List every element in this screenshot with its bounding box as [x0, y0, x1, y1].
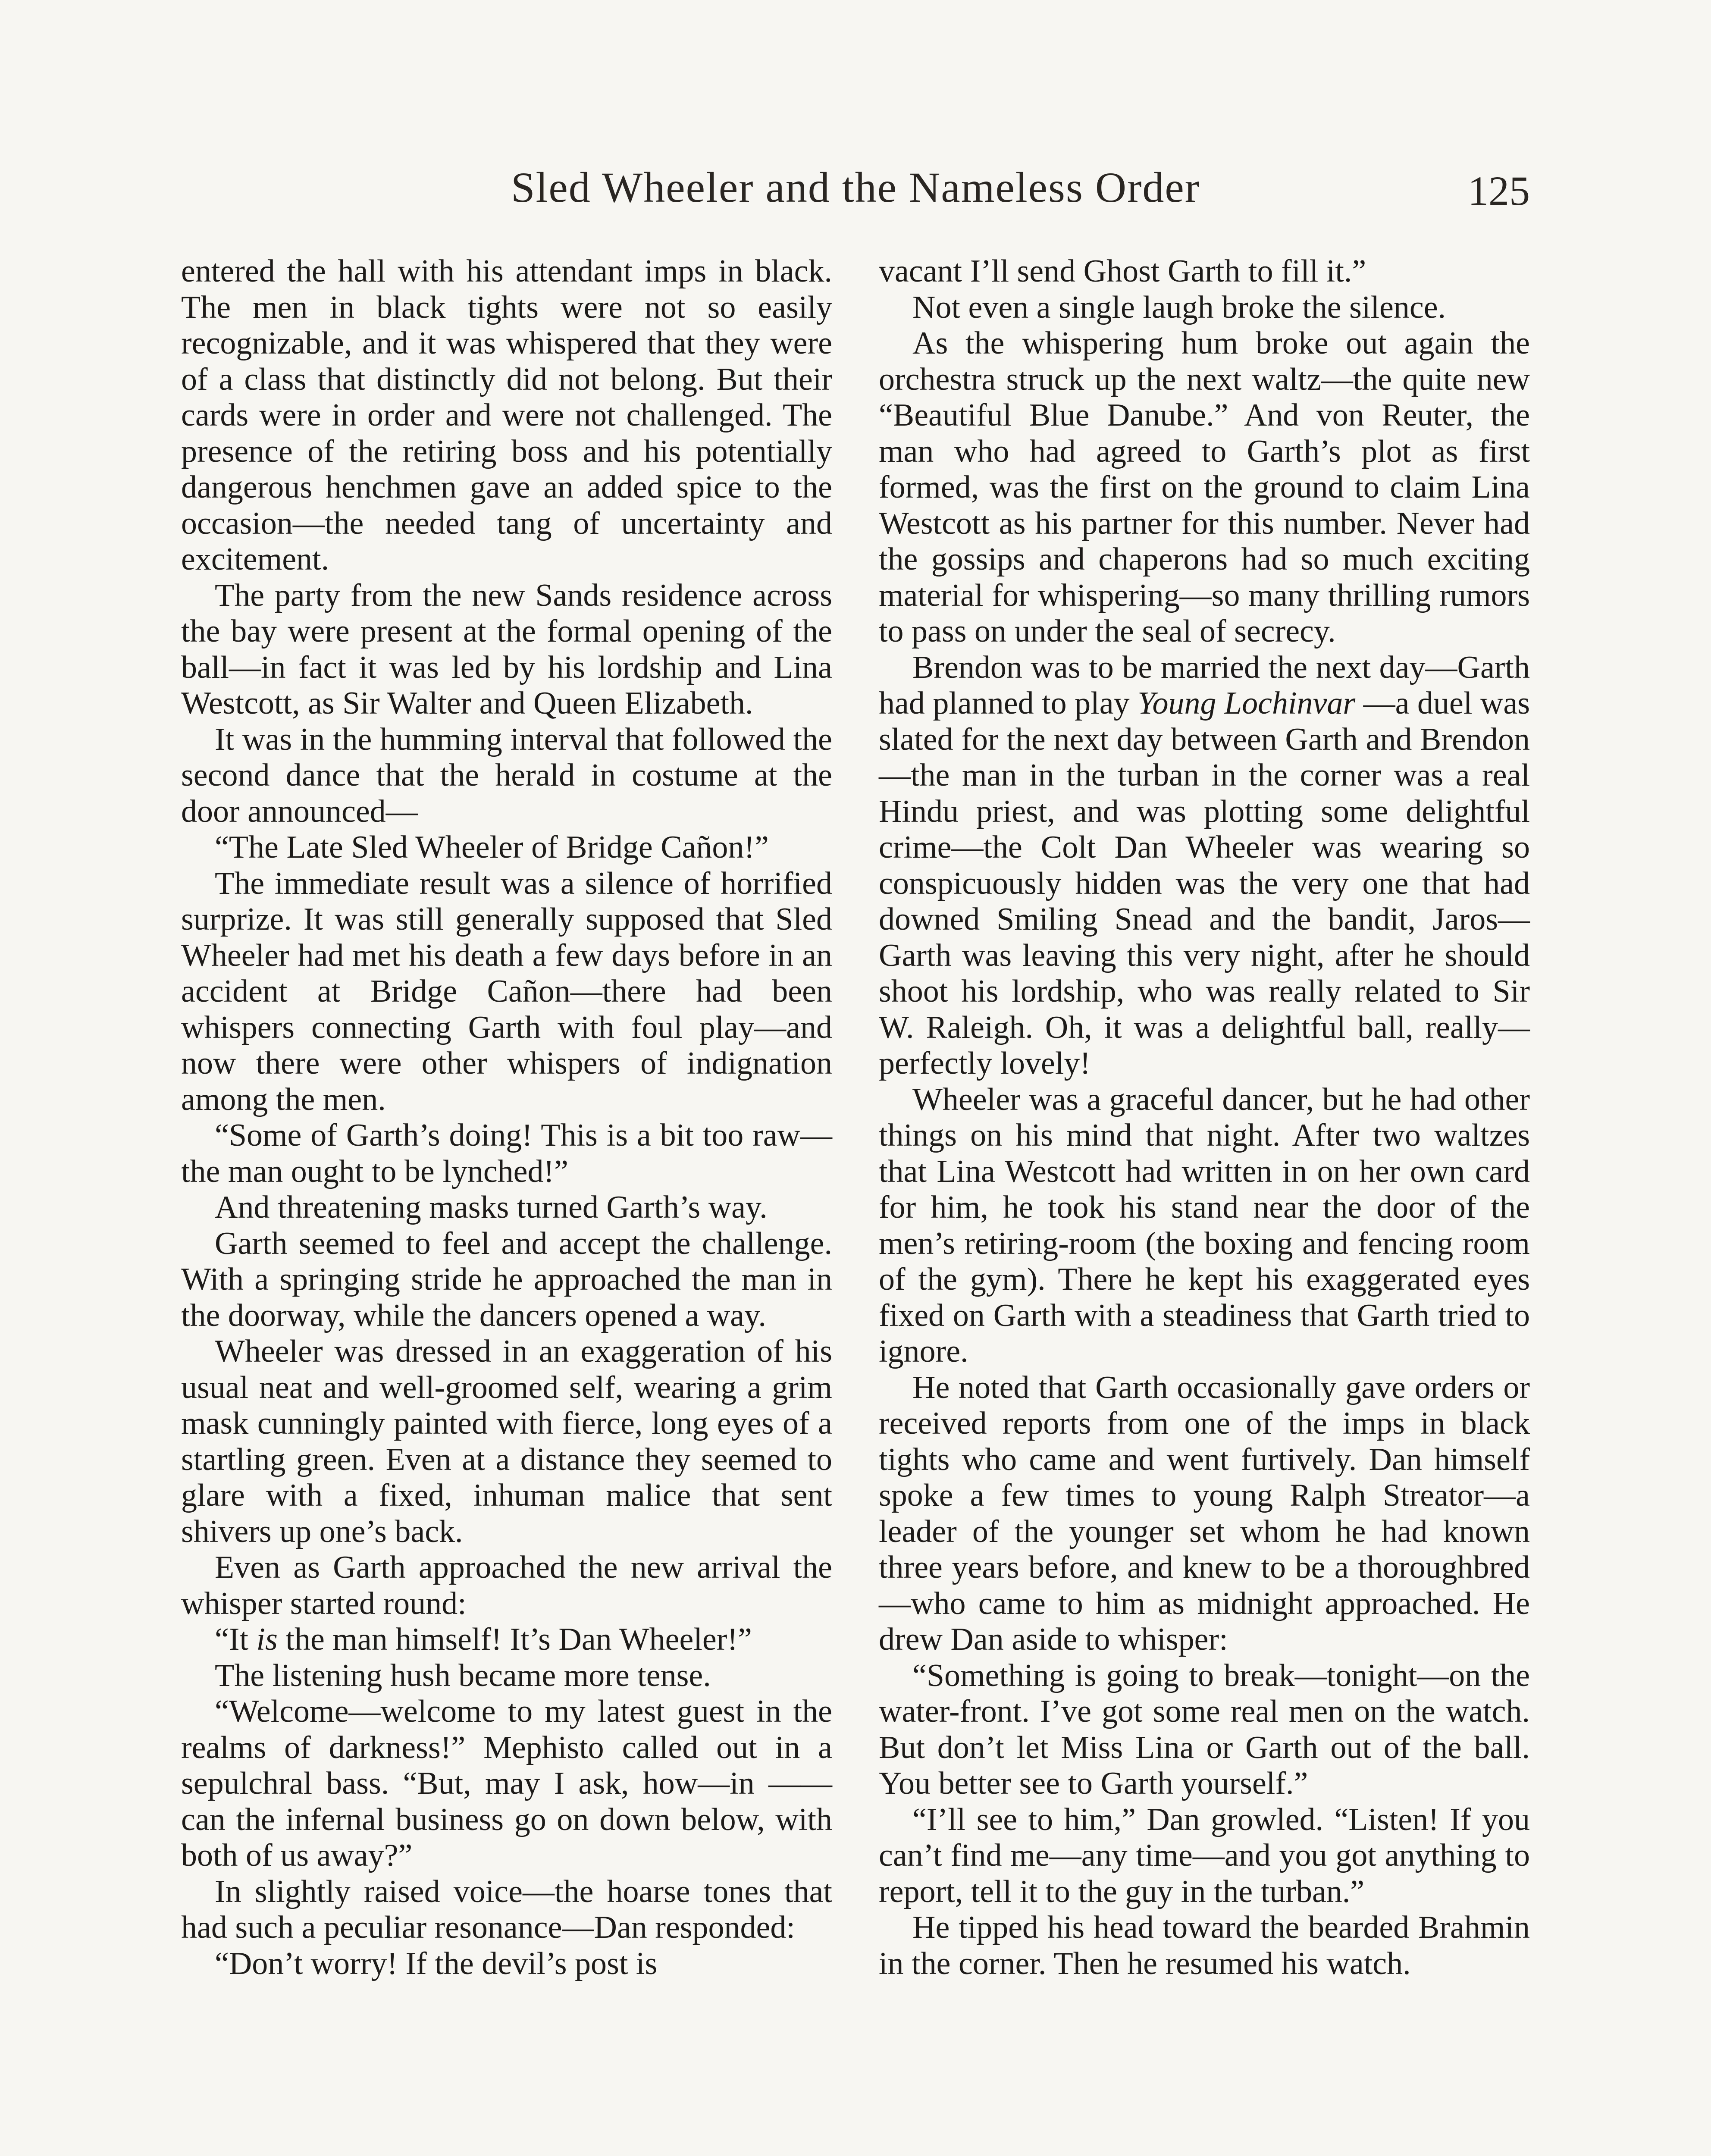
- paragraph: And threatening masks turned Garth’s way.: [215, 1190, 768, 1225]
- paragraph: “Something is going to break—tonight—on the water-front. I’ve got some real men on the watch. But don’t let Miss Lina or Garth out of the ball. You better see to Garth yourself.”: [879, 1658, 1530, 1801]
- paragraph: The listening hush became more tense.: [215, 1658, 711, 1693]
- running-head: [181, 160, 1530, 216]
- paragraph: He noted that Garth occasionally gave orders or received reports from one of the imps in black tights who came and went furtively. Dan himself spoke a few times to young Ralph Streator—a leader of the younger set whom he had known three years before, and knew to be a thoroughbred—who came to him as midnight approached. He drew Dan aside to whisper:: [879, 1369, 1530, 1657]
- paragraph: [181, 1622, 832, 1658]
- paragraph: “I’ll see to him,” Dan growled. “Listen! If you can’t find me—any time—and you got anything to report, tell it to the guy in the turban.”: [879, 1802, 1530, 1909]
- italic-text: is: [256, 1622, 278, 1657]
- left-column: [181, 254, 832, 1982]
- paragraph: [879, 650, 1530, 1082]
- text-run: “It: [215, 1622, 257, 1657]
- right-column: [879, 254, 1530, 1982]
- paragraph: Even as Garth approached the new arrival the whisper started round:: [181, 1550, 832, 1621]
- paragraph: “Some of Garth’s doing! This is a bit too raw—the man ought to be lynched!”: [181, 1118, 832, 1189]
- text-run: the man himself! It’s Dan Wheeler!”: [277, 1622, 752, 1657]
- paragraph: Wheeler was dressed in an exaggeration of his usual neat and well-groomed self, wearing a grim mask cunningly painted with fierce, long eyes of a startling green. Even at a distance they seemed to glare with a fixed, inhuman malice that sent shivers up one’s back.: [181, 1334, 832, 1549]
- paragraph: “The Late Sled Wheeler of Bridge Cañon!”: [215, 830, 769, 865]
- paragraph: It was in the humming interval that followed the second dance that the herald in costume at the door announced—: [181, 721, 832, 829]
- paragraph: In slightly raised voice—the hoarse tones that had such a peculiar resonance—Dan responded:: [181, 1874, 832, 1945]
- page-title: Sled Wheeler and the Nameless Order: [511, 163, 1200, 211]
- paragraph: He tipped his head toward the bearded Brahmin in the corner. Then he resumed his watch.: [879, 1910, 1530, 1981]
- text-run: Brendon was to be married the next day—Garth had planned to play: [879, 649, 1530, 721]
- paragraph: Not even a single laugh broke the silence.: [912, 289, 1446, 325]
- paragraph: entered the hall with his attendant imps in black. The men in black tights were not so easily recognizable, and it was whispered that they were of a class that distinctly did not belong. But their cards were in order and were not challenged. The presence of the retiring boss and his potentially dangerous henchmen gave an added spice to the occasion—the needed tang of uncertainty and excitement.: [181, 254, 832, 577]
- italic-text: Young Lochinvar: [1138, 686, 1356, 721]
- paragraph: The party from the new Sands residence across the bay were present at the formal opening of the ball—in fact it was led by his lordship and Lina Westcott, as Sir Walter and Queen Elizabeth.: [181, 577, 832, 721]
- paragraph: As the whispering hum broke out again the orchestra struck up the next waltz—the quite new “Beautiful Blue Danube.” And von Reuter, the man who had agreed to Garth’s plot as first formed, was the first on the ground to claim Lina Westcott as his partner for this number. Never had the gossips and chaperons had so much exciting material for whispering—so many thrilling rumors to pass on under the seal of secrecy.: [879, 326, 1530, 649]
- paragraph: Garth seemed to feel and accept the challenge. With a springing stride he approached the man in the doorway, while the dancers opened a way.: [181, 1225, 832, 1333]
- page-number: 125: [1468, 168, 1530, 214]
- paragraph: vacant I’ll send Ghost Garth to fill it.”: [879, 254, 1366, 289]
- text-run: —a duel was slated for the next day between Garth and Brendon—the man in the turban in the corner was a real Hindu priest, and was plotting some delightful crime—the Colt Dan Wheeler was wearing so conspicuously hidden was the very one that had downed Smiling Snead and the bandit, Jaros—Garth was leaving this very night, after he should shoot his lordship, who was really related to Sir W. Raleigh. Oh, it was a delightful ball, really—perfectly lovely!: [879, 686, 1530, 1081]
- paragraph: “Don’t worry! If the devil’s post is: [215, 1946, 658, 1981]
- paragraph: Wheeler was a graceful dancer, but he had other things on his mind that night. After two waltzes that Lina Westcott had written in on her own card for him, he took his stand near the door of the men’s retiring-room (the boxing and fencing room of the gym). There he kept his exaggerated eyes fixed on Garth with a steadiness that Garth tried to ignore.: [879, 1081, 1530, 1369]
- paragraph: “Welcome—welcome to my latest guest in the realms of darkness!” Mephisto called out in a sepulchral bass. “But, may I ask, how—in —— can the infernal business go on down below, with both of us away?”: [181, 1694, 832, 1873]
- paragraph: The immediate result was a silence of horrified surprize. It was still generally supposed that Sled Wheeler had met his death a few days before in an accident at Bridge Cañon—there had been whispers connecting Garth with foul play—and now there were other whispers of indignation among the men.: [181, 865, 832, 1117]
